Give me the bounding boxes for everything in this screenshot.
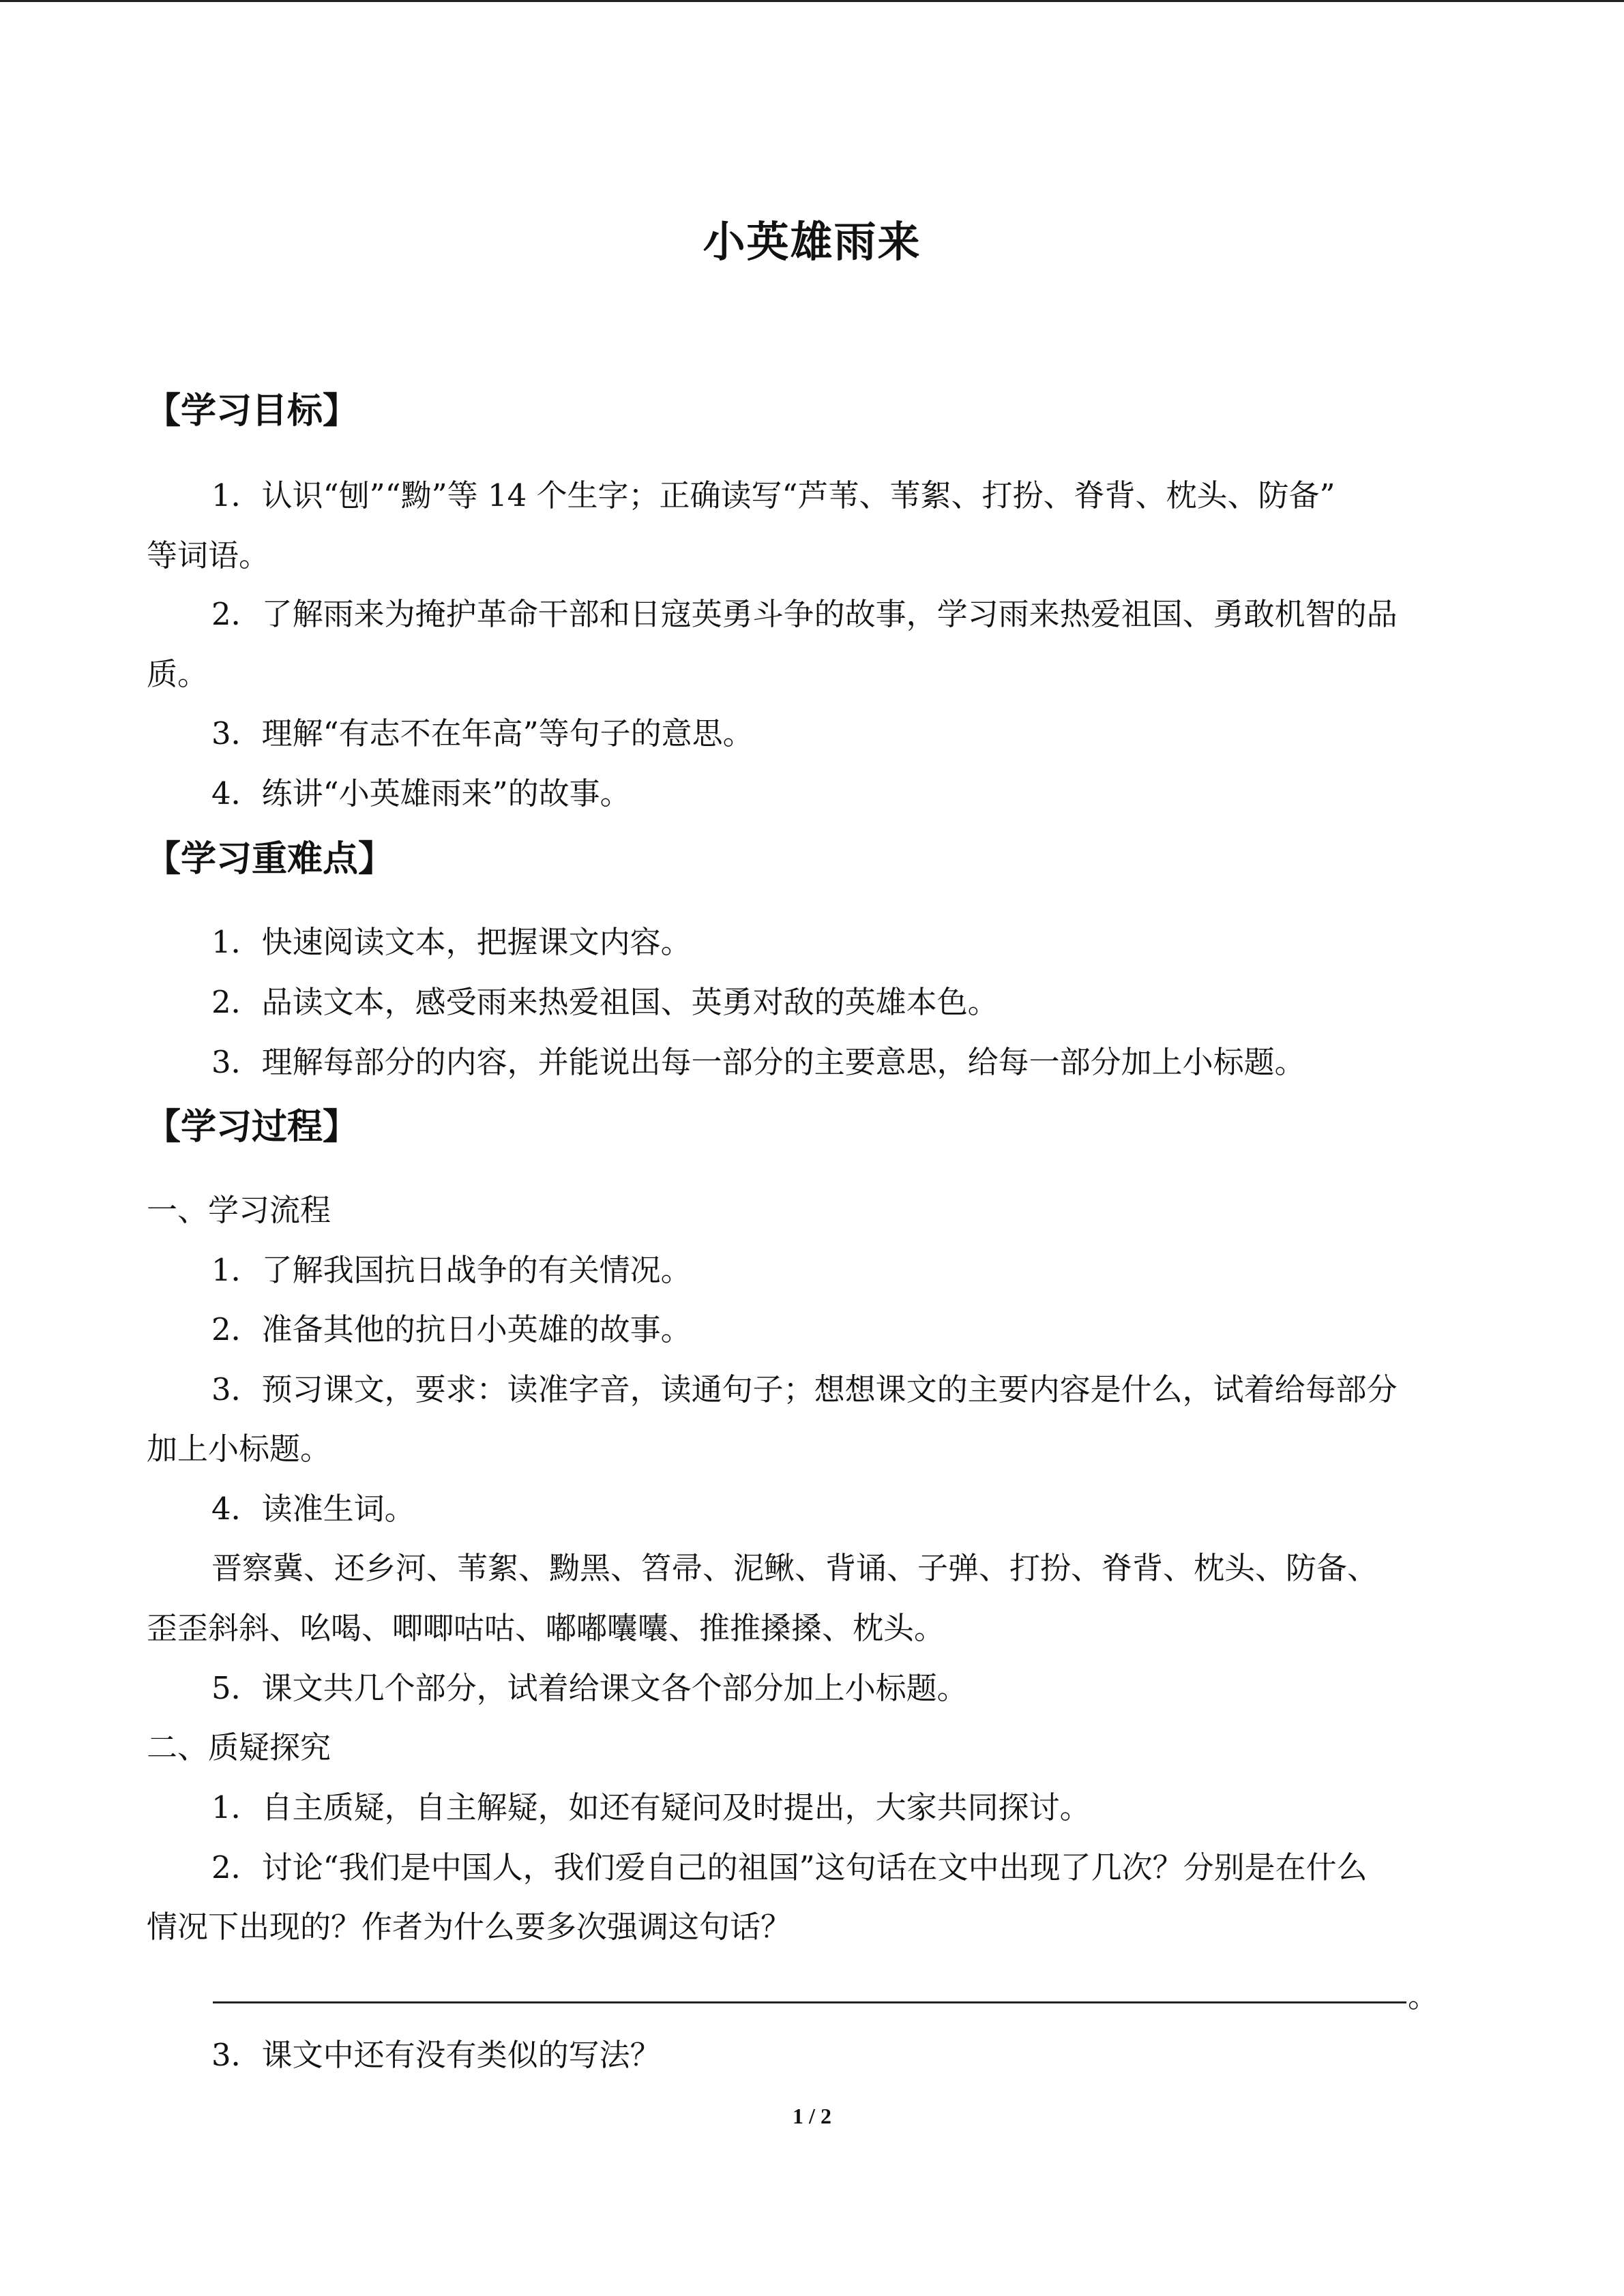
page-number: 1 / 2 <box>793 2104 831 2128</box>
process-part-2-item-2-line-2: 情况下出现的？作者为什么要多次强调这句话？ <box>147 1909 792 1945</box>
process-part-2-item-3: 3．课文中还有没有类似的写法？ <box>211 2037 661 2073</box>
vocabulary-line-1: 晋察冀、还乡河、苇絮、黝黑、笤帚、泥鳅、背诵、子弹、打扮、脊背、枕头、防备、 <box>211 1550 1378 1586</box>
goals-item-1-line-1: 1．认识“刨”“黝”等 14 个生字；正确读写“芦苇、苇絮、打扮、脊背、枕头、防备” <box>211 477 1335 513</box>
answer-blank-line[interactable] <box>213 2001 1406 2003</box>
key-points-heading: 【学习重难点】 <box>145 839 394 880</box>
page-title: 小英雄雨来 <box>703 217 921 267</box>
process-part-1-title: 一、学习流程 <box>147 1192 331 1228</box>
process-heading: 【学习过程】 <box>145 1107 359 1148</box>
goals-heading: 【学习目标】 <box>145 391 359 432</box>
process-part-1-item-1: 1．了解我国抗日战争的有关情况。 <box>211 1252 692 1288</box>
process-part-1-item-4: 4．读准生词。 <box>211 1491 415 1527</box>
goals-item-2-line-1: 2．了解雨来为掩护革命干部和日寇英勇斗争的故事，学习雨来热爱祖国、勇敢机智的品 <box>211 596 1398 632</box>
goals-item-4: 4．练讲“小英雄雨来”的故事。 <box>211 775 631 811</box>
process-part-2-item-2-line-1: 2．讨论“我们是中国人，我们爱自己的祖国”这句话在文中出现了几次？分别是在什么 <box>211 1849 1368 1885</box>
answer-end-mark: 。 <box>1408 1978 1439 2014</box>
process-part-2-title: 二、质疑探究 <box>147 1729 331 1765</box>
process-part-1-item-3-line-2: 加上小标题。 <box>147 1431 331 1467</box>
process-part-1-item-2: 2．准备其他的抗日小英雄的故事。 <box>211 1311 692 1347</box>
key-points-item-1: 1．快速阅读文本，把握课文内容。 <box>211 924 692 960</box>
process-part-1-item-3-line-1: 3．预习课文，要求：读准字音，读通句子；想想课文的主要内容是什么，试着给每部分 <box>211 1371 1398 1407</box>
goals-item-1-line-2: 等词语。 <box>147 537 270 573</box>
goals-item-3: 3．理解“有志不在年高”等句子的意思。 <box>211 715 754 751</box>
goals-item-2-line-2: 质。 <box>147 656 209 692</box>
top-border <box>0 0 1624 2</box>
key-points-item-2: 2．品读文本，感受雨来热爱祖国、英勇对敌的英雄本色。 <box>211 984 999 1020</box>
vocabulary-line-2: 歪歪斜斜、吆喝、唧唧咕咕、嘟嘟囔囔、推推搡搡、枕头。 <box>147 1610 945 1646</box>
process-part-2-item-1: 1．自主质疑，自主解疑，如还有疑问及时提出，大家共同探讨。 <box>211 1789 1091 1825</box>
key-points-item-3: 3．理解每部分的内容，并能说出每一部分的主要意思，给每一部分加上小标题。 <box>211 1044 1305 1080</box>
process-part-1-item-5: 5．课文共几个部分，试着给课文各个部分加上小标题。 <box>211 1670 968 1706</box>
